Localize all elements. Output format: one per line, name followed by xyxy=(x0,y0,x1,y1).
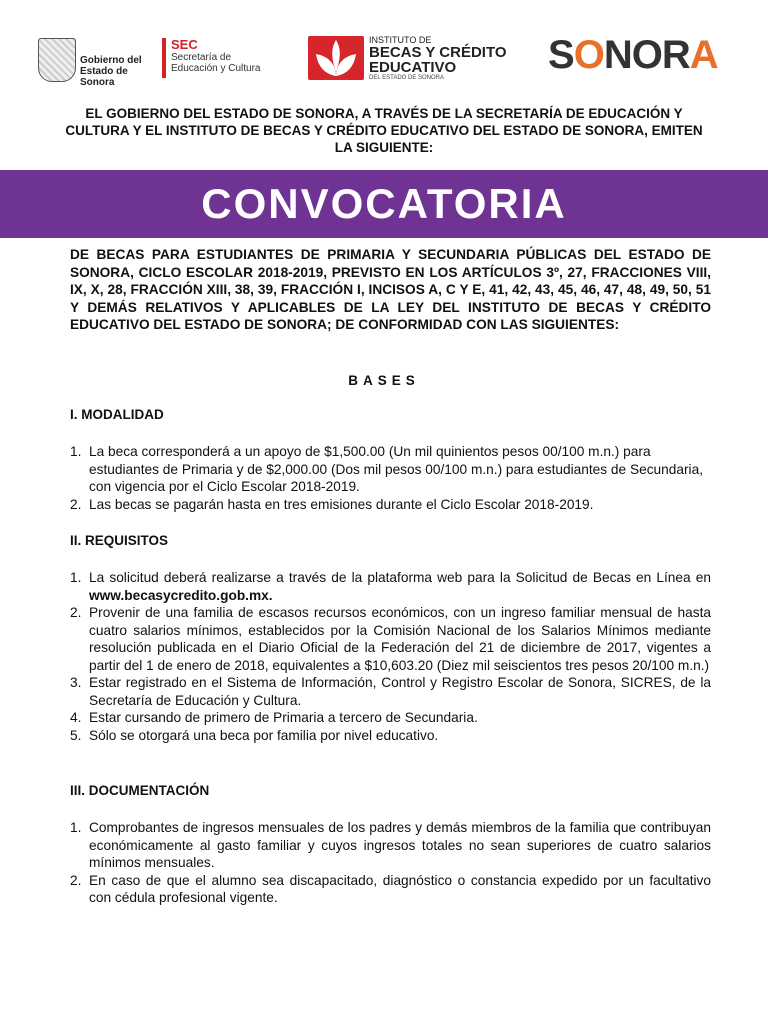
gob-line2: Estado de Sonora xyxy=(80,66,128,88)
item-text: En caso de que el alumno sea discapacitado, diagnóstico o constancia expedido por un facultativo con cédula profesional vigente. xyxy=(89,872,711,905)
intro-text: EL GOBIERNO DEL ESTADO DE SONORA, A TRAVÉS DE LA SECRETARÍA DE EDUCACIÓN Y CULTURA Y EL INSTITUTO DE BECAS Y CRÉDITO EDUCATIVO DEL ESTADO DE SONORA, EMITEN LA SIGUIENTE: xyxy=(65,106,703,155)
sonora-o: O xyxy=(573,33,604,77)
list-item xyxy=(70,674,711,709)
list-item xyxy=(70,709,711,727)
sonora-logo xyxy=(548,33,718,77)
sonora-a: A xyxy=(689,33,718,77)
sec-line2: Educación y Cultura xyxy=(171,63,261,74)
bases-heading: BASES xyxy=(348,373,420,388)
ibc-line1: INSTITUTO DE xyxy=(369,35,432,45)
item-number: 1. xyxy=(70,570,82,585)
list-item xyxy=(70,569,711,604)
sec-bar-icon xyxy=(162,38,166,78)
item-text: Las becas se pagarán hasta en tres emisiones durante el Ciclo Escolar 2018-2019. xyxy=(89,496,594,512)
ibc-line4: DEL ESTADO DE SONORA xyxy=(369,75,445,81)
ibc-leaf-icon xyxy=(308,36,364,80)
requisitos-list xyxy=(70,569,711,744)
list-item xyxy=(70,819,711,872)
item-number: 2. xyxy=(70,605,82,620)
requisitos-heading: II. REQUISITOS xyxy=(70,533,169,548)
list-item xyxy=(70,872,711,907)
sec-line1: Secretaría de xyxy=(171,52,232,63)
ibc-logo-text xyxy=(369,36,507,82)
item-number: 4. xyxy=(70,710,82,725)
item-number: 1. xyxy=(70,444,82,459)
item-number: 5. xyxy=(70,727,82,743)
state-seal-icon xyxy=(38,38,76,82)
item-text: Estar cursando de primero de Primaria a tercero de Secundaria. xyxy=(89,710,478,725)
list-item xyxy=(70,727,711,745)
item-text: La beca corresponderá a un apoyo de $1,500.00 (Un mil quinientos pesos 00/100 m.n.) para estudiantes de Primaria y de $2,000.00 (Dos mil pesos 00/100 m.n.) para estudiantes de Secundaria, con vigencia por el Ciclo Escolar 2018-2019. xyxy=(89,444,704,494)
item-number: 2. xyxy=(70,496,82,512)
item-number: 2. xyxy=(70,872,82,888)
item-number: 1. xyxy=(70,820,82,835)
documentacion-list xyxy=(70,819,711,907)
item-number: 3. xyxy=(70,675,82,690)
convocatoria-banner: CONVOCATORIA xyxy=(0,170,768,238)
modalidad-heading: I. MODALIDAD xyxy=(70,407,164,422)
list-item xyxy=(70,496,711,514)
sec-logo xyxy=(171,38,261,74)
gobierno-sonora-logo xyxy=(38,38,158,88)
item-text: Comprobantes de ingresos mensuales de los padres y demás miembros de la familia que contribuyan económicamente al gasto familiar y cuyos ingresos totales no sean superiores de cuatro salarios mínimos mensuales. xyxy=(89,820,711,870)
sonora-s: S xyxy=(548,33,574,77)
lead-paragraph: DE BECAS PARA ESTUDIANTES DE PRIMARIA Y SECUNDARIA PÚBLICAS DEL ESTADO DE SONORA, CICLO ESCOLAR 2018-2019, PREVISTO EN LOS ARTÍCULOS 3º, 27, FRACCIONES VIII, IX, X, 28, FRACCIÓN XIII, 38, 39, FRACCIÓN I, INCISOS A, C Y E, 41, 42, 43, 45, 46, 47, 48, 49, 50, 51 Y DEMÁS RELATIVOS Y APLICABLES DE LA LEY DEL INSTITUTO DE BECAS Y CRÉDITO EDUCATIVO DEL ESTADO DE SONORA; DE CONFORMIDAD CON LAS SIGUIENTES: xyxy=(70,247,711,332)
item-text: Sólo se otorgará una beca por familia por nivel educativo. xyxy=(89,727,439,743)
sec-title: SEC xyxy=(171,37,198,52)
gob-line1: Gobierno del xyxy=(80,55,142,66)
sonora-nor: NOR xyxy=(603,33,690,77)
gobierno-text xyxy=(80,55,158,88)
ibc-line3: EDUCATIVO xyxy=(369,59,457,76)
item-text: Estar registrado en el Sistema de Información, Control y Registro Escolar de Sonora, SICRES, de la Secretaría de Educación y Cultura. xyxy=(89,675,711,708)
item-text: Provenir de una familia de escasos recursos económicos, con un ingreso familiar mensual de hasta cuatro salarios mínimos, establecidos por la Comisión Nacional de los Salarios Mínimos mediante resolución publicada en el Diario Oficial de la Federación del 21 de diciembre de 2017, vigentes a partir del 1 de enero de 2018, equivalentes a $10,603.20 (Diez mil seiscientos tres pesos 20/100 m.n.) xyxy=(89,605,711,673)
header xyxy=(0,0,768,100)
modalidad-list xyxy=(70,443,711,513)
documentacion-heading: III. DOCUMENTACIÓN xyxy=(70,783,210,798)
becas-url-link[interactable]: www.becasycredito.gob.mx. xyxy=(89,587,273,603)
list-item xyxy=(70,443,711,496)
ibc-line2: BECAS Y CRÉDITO xyxy=(369,44,507,61)
item-text: La solicitud deberá realizarse a través de la plataforma web para la Solicitud de Becas en Línea en xyxy=(89,570,711,585)
list-item xyxy=(70,604,711,674)
